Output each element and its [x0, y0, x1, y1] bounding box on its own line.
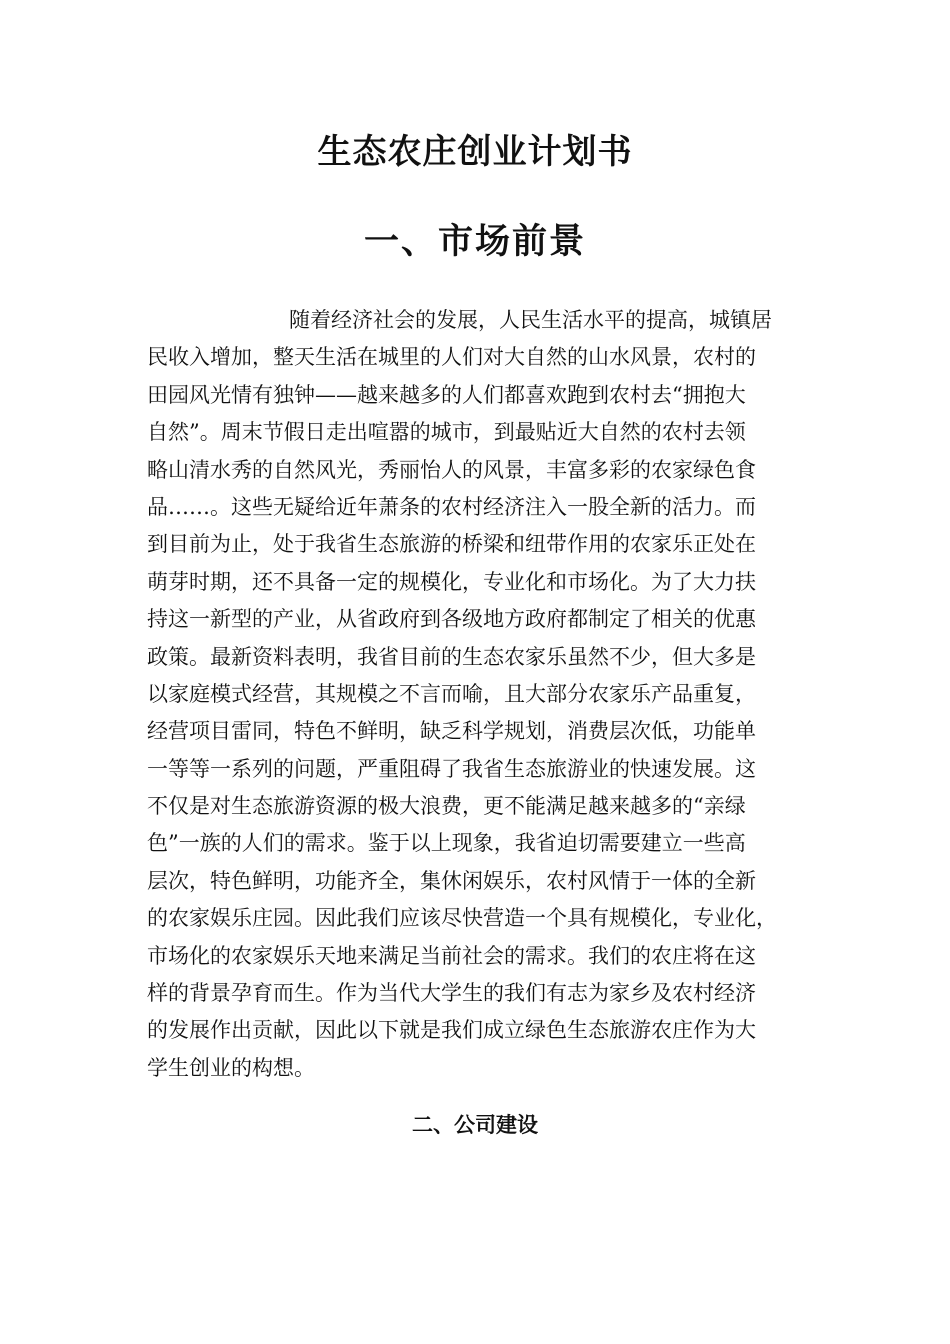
paragraph-line: 随着经济社会的发展，人民生活水平的提高，城镇居 — [289, 308, 772, 332]
document-title: 生态农庄创业计划书 — [317, 132, 633, 172]
paragraph-line: 略山清水秀的自然风光，秀丽怡人的风景，丰富多彩的农家绿色食 — [147, 457, 756, 482]
paragraph-line: 以家庭模式经营，其规模之不言而喻，且大部分农家乐产品重复， — [147, 681, 756, 706]
paragraph-line: 品……。这些无疑给近年萧条的农村经济注入一股全新的活力。而 — [147, 494, 756, 519]
paragraph-line: 色”一族的人们的需求。鉴于以上现象，我省迫切需要建立一些高 — [147, 831, 746, 856]
paragraph-line: 的发展作出贡献，因此以下就是我们成立绿色生态旅游农庄作为大 — [147, 1018, 756, 1043]
paragraph-line: 经营项目雷同，特色不鲜明，缺乏科学规划，消费层次低，功能单 — [147, 719, 756, 744]
paragraph-line: 不仅是对生态旅游资源的极大浪费，更不能满足越来越多的“亲绿 — [147, 794, 746, 819]
paragraph-line: 到目前为止，处于我省生态旅游的桥梁和纽带作用的农家乐正处在 — [147, 532, 756, 557]
paragraph-line: 的农家娱乐庄园。因此我们应该尽快营造一个具有规模化，专业化， — [147, 906, 777, 931]
section-one-paragraph — [147, 302, 807, 1087]
section-heading-company-setup: 二、公司建设 — [412, 1113, 538, 1137]
paragraph-line: 持这一新型的产业，从省政府到各级地方政府都制定了相关的优惠 — [147, 607, 756, 632]
paragraph-line: 层次，特色鲜明，功能齐全，集休闲娱乐，农村风情于一体的全新 — [147, 868, 756, 893]
paragraph-line: 政策。最新资料表明，我省目前的生态农家乐虽然不少，但大多是 — [147, 644, 756, 669]
paragraph-line: 样的背景孕育而生。作为当代大学生的我们有志为家乡及农村经济 — [147, 981, 756, 1006]
paragraph-line: 学生创业的构想。 — [147, 1055, 315, 1080]
paragraph-line: 田园风光情有独钟——越来越多的人们都喜欢跑到农村去“拥抱大 — [147, 382, 746, 407]
paragraph-line: 一等等一系列的问题，严重阻碍了我省生态旅游业的快速发展。这 — [147, 756, 756, 781]
paragraph-line: 市场化的农家娱乐天地来满足当前社会的需求。我们的农庄将在这 — [147, 943, 756, 968]
paragraph-line: 自然”。周末节假日走出喧嚣的城市，到最贴近大自然的农村去领 — [147, 420, 746, 445]
paragraph-line: 萌芽时期，还不具备一定的规模化，专业化和市场化。为了大力扶 — [147, 569, 756, 594]
section-heading-market-outlook: 一、市场前景 — [363, 222, 586, 262]
paragraph-line: 民收入增加，整天生活在城里的人们对大自然的山水风景，农村的 — [147, 345, 756, 370]
